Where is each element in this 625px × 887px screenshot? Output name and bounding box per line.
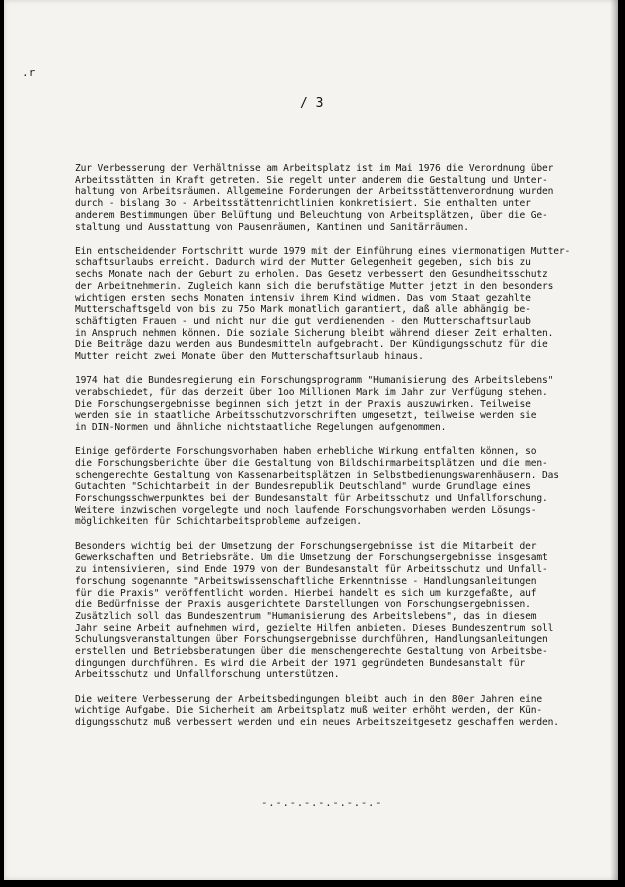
document-page — [4, 0, 618, 880]
text-line: forschung sogenannte "Arbeitswissenschaftliche Erkenntnisse - Handlungsanleitungen — [75, 575, 537, 587]
document-body — [75, 163, 589, 741]
text-line: Arbeitsstätten in Kraft getreten. Sie regelt unter anderem die Gestaltung und Unter- — [75, 174, 548, 186]
page-number: / 3 — [300, 96, 324, 111]
text-line: haltung von Arbeitsräumen. Allgemeine Forderungen der Arbeitsstättenverordnung wurden — [75, 186, 554, 198]
text-line: Zusätzlich soll das Bundeszentrum "Humanisierung des Arbeitslebens", das in diesem — [75, 610, 537, 622]
text-line: digungsschutz muß verbessert werden und ein neues Arbeitszeitgesetz geschaffen werden. — [75, 717, 559, 729]
text-line: Die weitere Verbesserung der Arbeitsbedingungen bleibt auch in den 80er Jahren eine — [75, 693, 542, 705]
text-line: Die Beiträge dazu werden aus Bundesmitteln aufgebracht. Der Kündigungsschutz für die — [75, 339, 548, 351]
text-line: Einige geförderte Forschungsvorhaben haben erhebliche Wirkung entfalten können, so — [75, 446, 537, 458]
text-line: schaftsurlaubs erreicht. Dadurch wird der Mutter Gelegenheit gegeben, sich bis zu — [75, 257, 531, 269]
text-line: dingungen durchführen. Es wird die Arbeit der 1971 gegründeten Bundesanstalt für — [75, 657, 526, 669]
text-line: Mutter reicht zwei Monate über den Mutterschaftsurlaub hinaus. — [75, 351, 424, 363]
text-line: Die Forschungsergebnisse beginnen sich jetzt in der Praxis auszuwirken. Teilweise — [75, 398, 531, 410]
text-line: die Bedürfnisse der Praxis ausgerichtete Darstellungen von Forschungsergebnissen. — [75, 599, 531, 611]
paragraph — [75, 375, 589, 434]
paragraph — [75, 246, 589, 363]
text-line: wichtigen ersten sechs Monaten intensiv ihrem Kind widmen. Das vom Staat gezahlte — [75, 292, 531, 304]
paragraph — [75, 446, 589, 528]
text-line: erstellen und Betriebsberatungen über die menschengerechte Gestaltung von Arbeitsbe- — [75, 646, 548, 658]
text-line: in Anspruch nehmen können. Die soziale Sicherung bleibt während dieser Zeit erhalten. — [75, 327, 554, 339]
footer-mark: -.-.-.-.-.-.-.-.- — [261, 796, 383, 809]
text-line: Jahr seine Arbeit aufnehmen wird, gezielte Hilfen anbieten. Dieses Bundeszentrum soll — [75, 622, 554, 634]
text-line: Forschungsschwerpunktes bei der Bundesanstalt für Arbeitsschutz und Unfallforschung. — [75, 493, 548, 505]
text-line: in DIN-Normen und ähnliche nichtstaatliche Regelungen aufgenommen. — [75, 422, 447, 434]
paragraph — [75, 541, 589, 681]
text-line: durch - bislang 3o - Arbeitsstättenrichtlinien konkretisiert. Sie enthalten unter — [75, 198, 531, 210]
text-line: Arbeitsschutz und Unfallforschung unterstützen. — [75, 669, 340, 681]
text-line: staltung und Ausstattung von Pausenräumen, Kantinen und Sanitärräumen. — [75, 221, 469, 233]
text-line: schäftigten Frauen - und nicht nur die gut verdienenden - den Mutterschaftsurlaub — [75, 315, 531, 327]
text-line: anderem Bestimmungen über Belüftung und Beleuchtung von Arbeitsplätzen, über die Ge- — [75, 209, 548, 221]
text-line: Ein entscheidender Fortschritt wurde 1979 mit der Einführung eines viermonatigen Mutter- — [75, 245, 571, 257]
text-line: Gewerkschaften und Betriebsräte. Um die Umsetzung der Forschungsergebnisse insgesamt — [75, 552, 548, 564]
text-line: Schulungsveranstaltungen über Forschungsergebnisse durchführen, Handlungsanleitungen — [75, 634, 548, 646]
text-line: Zur Verbesserung der Verhältnisse am Arbeitsplatz ist im Mai 1976 die Verordnung über — [75, 163, 554, 174]
text-line: Weitere inzwischen vorgelegte und noch laufende Forschungsvorhaben werden Lösungs- — [75, 504, 537, 516]
text-line: zu intensivieren, sind Ende 1979 von der Bundesanstalt für Arbeitsschutz und Unfall- — [75, 564, 548, 576]
text-line: möglichkeiten für Schichtarbeitsprobleme aufzeigen. — [75, 516, 362, 528]
text-line: 1974 hat die Bundesregierung ein Forschungsprogramm "Humanisierung des Arbeitslebens" — [75, 375, 554, 387]
text-line: schengerechte Gestaltung von Kassenarbeitsplätzen in Selbstbedienungswarenhäusern. Das — [75, 469, 559, 481]
text-line: verabschiedet, für das derzeit über 1oo Millionen Mark im Jahr zur Verfügung stehen. — [75, 386, 548, 398]
text-line: werden sie in staatliche Arbeitsschutzvorschriften umgesetzt, teilweise werden sie — [75, 410, 537, 422]
text-line: für die Praxis" veröffentlicht worden. Hierbei handelt es sich um kurzgefaßte, auf — [75, 587, 537, 599]
text-line: Mutterschaftsgeld von bis zu 75o Mark monatlich garantiert, daß alle abhängig be- — [75, 304, 531, 316]
text-line: der Arbeitnehmerin. Zugleich kann sich die berufstätige Mutter jetzt in den besonders — [75, 280, 554, 292]
text-line: die Forschungsberichte über die Gestaltung von Bildschirmarbeitsplätzen und die men- — [75, 457, 548, 469]
corner-mark: .r — [22, 66, 36, 79]
text-line: Besonders wichtig bei der Umsetzung der Forschungsergebnisse ist die Mitarbeit der — [75, 540, 537, 552]
paragraph — [75, 694, 589, 729]
text-line: Gutachten "Schichtarbeit in der Bundesrepublik Deutschland" wurde Grundlage eines — [75, 481, 531, 493]
text-line: sechs Monate nach der Geburt zu erholen. Das Gesetz verbessert den Gesundheitsschutz — [75, 269, 548, 281]
text-line: wichtige Aufgabe. Die Sicherheit am Arbeitsplatz muß weiter erhöht werden, der Kün- — [75, 705, 542, 717]
paragraph — [75, 163, 589, 233]
